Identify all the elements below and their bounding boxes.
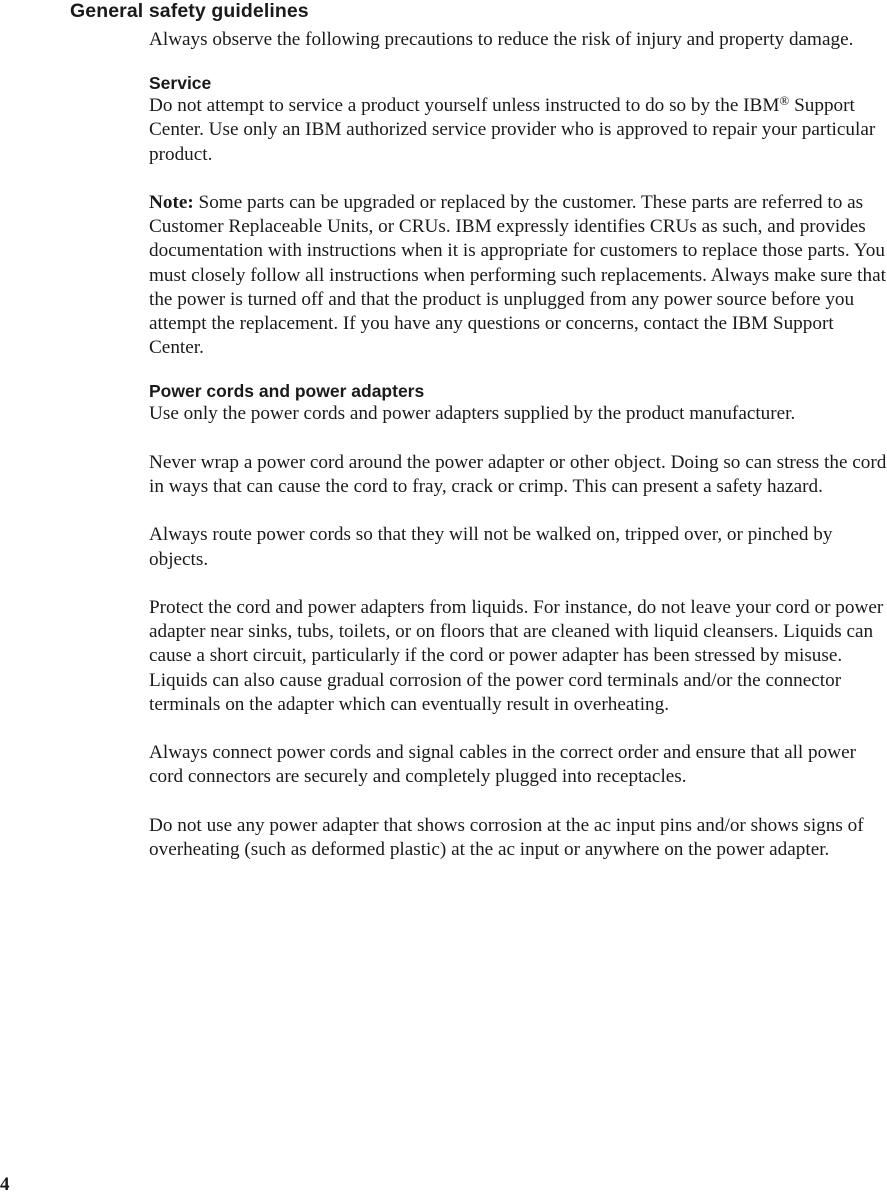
power-paragraph: Use only the power cords and power adapters supplied by the product manufacturer. — [149, 403, 796, 425]
service-text-after: Support Center. Use only an IBM authorized service provider who is approved to repair your particular product. — [149, 95, 876, 165]
document-body — [149, 28, 887, 862]
intro-paragraph: Always observe the following precautions to reduce the risk of injury and property damage. — [149, 29, 854, 50]
note-text: Some parts can be upgraded or replaced by the customer. These parts are referred to as Customer Replaceable Units, or CRUs. IBM expressly identifies CRUs as such, and provides documentation with instructions when it is appropriate for customers to replace those parts. You must closely follow all instructions when performing such replacements. Always make sure that the power is turned off and that the product is unplugged from any power source before you attempt the replacement. If you have any questions or concerns, contact the IBM Support Center. — [149, 192, 886, 359]
registered-mark: ® — [779, 93, 790, 109]
service-heading: Service — [149, 73, 212, 94]
power-paragraph: Protect the cord and power adapters from liquids. For instance, do not leave your cord or power adapter near sinks, tubs, toilets, or on floors that are cleaned with liquid cleansers. Liquids can cause a short circuit, particularly if the cord or power adapter has been stressed by misuse. Liquids can also cause gradual corrosion of the power cord terminals and/or the connector terminals on the adapter which can eventually result in overheating. — [149, 597, 884, 715]
power-paragraph: Always route power cords so that they will not be walked on, tripped over, or pinched by objects. — [149, 524, 833, 570]
page-number: 4 — [0, 1174, 10, 1195]
note-paragraph — [149, 191, 887, 360]
power-paragraph: Always connect power cords and signal cables in the correct order and ensure that all power cord connectors are securely and completely plugged into receptacles. — [149, 742, 857, 788]
note-label: Note: — [149, 192, 194, 213]
power-paragraph: Never wrap a power cord around the power adapter or other object. Doing so can stress the cord in ways that can cause the cord to fray, crack or crimp. This can present a safety hazard. — [149, 451, 887, 498]
page-title: General safety guidelines — [70, 0, 309, 22]
service-paragraph — [149, 94, 887, 167]
power-paragraph: Do not use any power adapter that shows corrosion at the ac input pins and/or shows signs of overheating (such as deformed plastic) at the ac input or anywhere on the power adapter. — [149, 814, 864, 860]
service-text-before: Do not attempt to service a product yourself unless instructed to do so by the IBM — [149, 95, 780, 117]
power-cords-heading: Power cords and power adapters — [149, 381, 425, 402]
